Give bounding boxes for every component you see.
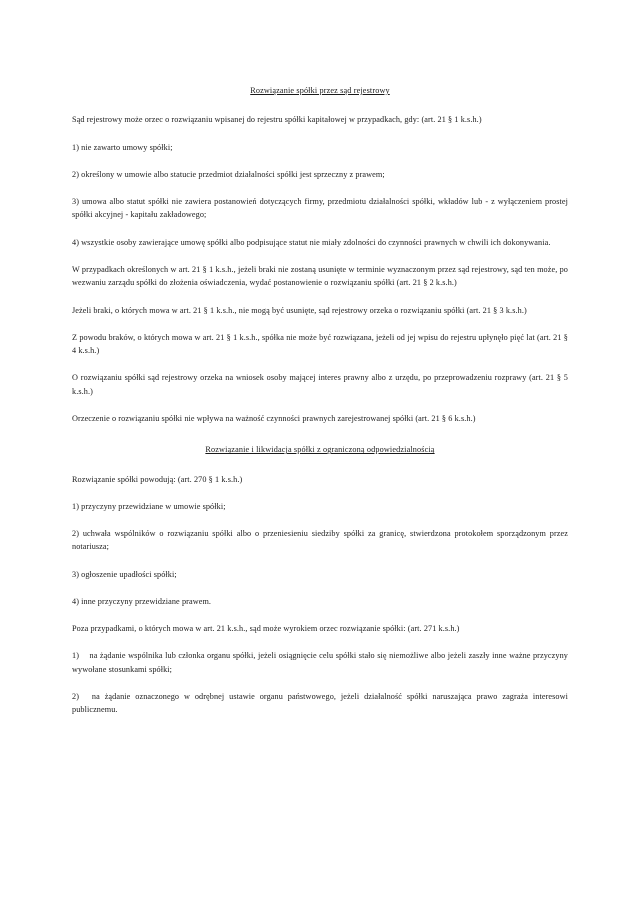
paragraph: Orzeczenie o rozwiązaniu spółki nie wpływa na ważność czynności prawnych zarejestrowanej spółki (art. 21 § 6 k.s.h.) (72, 413, 476, 423)
paragraph: O rozwiązaniu spółki sąd rejestrowy orzeka na wniosek osoby mającej interes prawny albo z urzędu, po przeprowadzeniu rozprawy (art. 21 § 5 k.s.h.) (72, 373, 568, 396)
paragraph: Poza przypadkami, o których mowa w art. 21 k.s.h., sąd może wyrokiem orzec rozwiązanie spółki: (art. 271 k.s.h.) (72, 624, 460, 634)
paragraph: 4) wszystkie osoby zawierające umowę spółki albo podpisujące statut nie miały zdolności do czynności prawnych w chwili ich dokonywania. (72, 237, 551, 247)
paragraph: Jeżeli braki, o których mowa w art. 21 § 1 k.s.h., nie mogą być usunięte, sąd rejestrowy orzeka o rozwiązaniu spółki (art. 21 § 3 k.s.h.) (72, 305, 527, 315)
paragraph: 3) ogłoszenie upadłości spółki; (72, 569, 177, 579)
paragraph: Sąd rejestrowy może orzec o rozwiązaniu wpisanej do rejestru spółki kapitałowej w przypadkach, gdy: (art. 21 § 1 k.s.h.) (72, 115, 482, 125)
paragraph: W przypadkach określonych w art. 21 § 1 k.s.h., jeżeli braki nie zostaną usunięte w terminie wyznaczonym przez sąd rejestrowy, sąd ten może, po wezwaniu zarządu spółki do złożenia oświadczenia, wydać postanowienie o rozwiązaniu spółki (art. 21 § 2 k.s.h.) (72, 264, 568, 288)
paragraph: Z powodu braków, o których mowa w art. 21 § 1 k.s.h., spółka nie może być rozwiązana, jeżeli od jej wpisu do rejestru upłynęło pięć lat (art. 21 § 4 k.s.h.) (72, 332, 568, 356)
section-heading-2: Rozwiązanie i likwidacja spółki z ograniczoną odpowiedzialnością (205, 445, 435, 455)
paragraph: 2) uchwała wspólników o rozwiązaniu spółki albo o przeniesieniu siedziby spółki za granicę, stwierdzona protokołem sporządzonym przez notariusza; (72, 529, 568, 552)
paragraph: 3) umowa albo statut spółki nie zawiera postanowień dotyczących firmy, przedmiotu działalności spółki, wkładów lub - z wyłączeniem prostej spółki akcyjnej - kapitału zakładowego; (72, 197, 568, 220)
section-heading-1: Rozwiązanie spółki przez sąd rejestrowy (250, 86, 390, 95)
paragraph: 2) na żądanie oznaczonego w odrębnej ustawie organu państwowego, jeżeli działalność spółki naruszająca prawo zagraża interesowi publicznemu. (72, 692, 571, 715)
paragraph: 1) nie zawarto umowy spółki; (72, 142, 173, 152)
paragraph: 2) określony w umowie albo statucie przedmiot działalności spółki jest sprzeczny z prawem; (72, 169, 385, 179)
paragraph: 4) inne przyczyny przewidziane prawem. (72, 596, 212, 606)
paragraph: 1) przyczyny przewidziane w umowie spółki; (72, 501, 226, 511)
document-body (72, 84, 571, 717)
paragraph: 1) na żądanie wspólnika lub członka organu spółki, jeżeli osiągnięcie celu spółki stało się niemożliwe albo jeżeli zaszły inne ważne przyczyny wywołane stosunkami spółki; (72, 651, 571, 674)
paragraph: Rozwiązanie spółki powodują: (art. 270 § 1 k.s.h.) (72, 474, 243, 484)
